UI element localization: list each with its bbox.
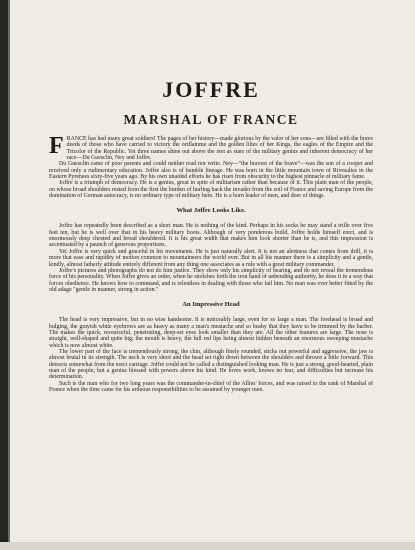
binding-edge [0,0,10,550]
section-heading-looks: What Joffre Looks Like. [176,207,246,215]
article [49,78,373,393]
intro-paragraph-1-text: RANCE has had many great soldiers! The pages of her history—made glorious by the valor of her sons—are filled with the brave deeds of those who have carried to victory the oriflamme and the golden lilies of her Kings, the eagles of the Empire and the Tricolor of the Republic. Yet three names shine out above the rest as stars of the military genius and inherent democracy of her race—Du Guesclin, Ney and Joffre. [66,136,373,162]
article-title: JOFFRE [162,77,260,102]
head-paragraph-1: The head is very impressive, but in no wise handsome. It is noticeably large, even for so large a man. The forehead is broad and bulging, the grayish white eyebrows are as heavy as many a man's mustache and so bushy that they have to be trimmed by the barber. The makes the quick, resourceful, penetrating, deep-set eyes look smaller than they are. All the other features are large. The nose is straight, well-shaped and quite big; the mouth is heavy, the full red lips being almost hidden beneath an enormous sweeping mustache which is now almost white. [49,317,373,349]
article-subtitle: MARSHAL OF FRANCE [123,112,299,127]
page-bottom-edge [0,542,415,550]
looks-paragraph-2: Yet Joffre is very quick and graceful in his movements. He is just naturally alert. It is not an alertness that comes from drill, it is more that ease and rapidity of motion common to mountaineers the world over. But in all his manner there is a simplicity and a gentle, kindly, almost fatherly attitude entirely different from any thing one associates as a rule with a great military commander. [49,248,373,268]
intro-paragraph-1 [49,133,373,162]
section-heading-head: An Impressive Head [182,301,240,309]
drop-cap: F [49,133,64,159]
head-paragraph-2: The lower part of the face is tremendously strong, the chin, although finely rounded, sticks out powerful and aggressive, the jaw is almost brutal in its strength. The neck is very short and the head set right down between the shoulders and thrown a little forward. This detracts somewhat from the erect carriage. Joffre could not be called a distinguished looking man. He is just a strong, good-hearted, plain man of the people; but a genius blessed with powers above his kind. He loves work, knows no fear, and difficulties but increase his determination. [49,348,373,381]
intro-paragraph-3: Joffre is a triumph of democracy. He is a genius, great in spite of militarism rather than because of it. This plain man of the people, on whose broad shoulders rested from the first the burden of hurling back the invader from the soil of France and saving Europe from the domination of German autocracy, is no ordinary type of military hero. He is a born leader of men, and doer of things. [49,180,373,200]
looks-paragraph-3: Joffre's pictures and photographs do not do him justice. They show only his simplicity of bearing, and do not reveal the tremendous force of his personality. When Joffre gives an order, when he stretches forth the iron hand of unbending authority, he does it in a way that forces obedience. He knows how to command, and is relentless in dealing with those who fail him. No man was ever better fitted by the old adage "gentle in manner, strong in action." [49,267,373,293]
intro-paragraph-2: Du Guesclin came of poor parents and could neither read nor write. Ney—"the bravest of the brave"—was the son of a cooper and received only a rudimentary education. Joffre also is of humble lineage. He was born in the little mountain town of Rivesaltes in the Eastern Pyrenees sixty-five years ago. By his own unaided efforts he has risen from obscurity to the highest pinnacle of military fame. [49,161,373,181]
looks-paragraph-1: Joffre has repeatedly been described as a short man. He is nothing of the kind. Perhaps in his socks he may stand a trifle over five feet ten, but he is well over that in his heavy military boots. Although of very ponderous build, Joffre holds himself erect, and is enormously deep chested and broad shouldered. It is his great width that makes him look shorter than he is, and this impression is accentuated by a paunch of generous proportions. [49,223,373,249]
head-paragraph-3: Such is the man who for two long years was the commander-in-chief of the Allies' forces, and was raised to the rank of Marshal of France when the time came for his arduous responsibilities to be assumed by younger men. [49,380,373,393]
